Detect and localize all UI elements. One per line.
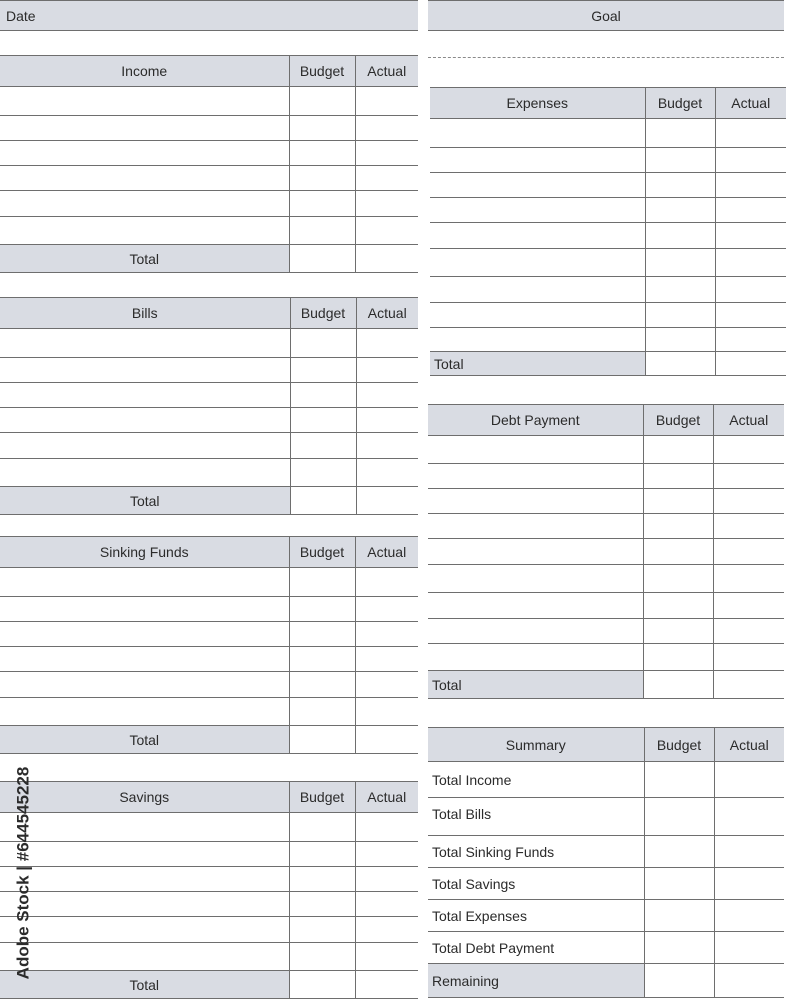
- summary-table: [428, 727, 784, 998]
- table-row[interactable]: [0, 459, 418, 487]
- table-row[interactable]: [0, 917, 418, 943]
- income-title: Income: [0, 56, 289, 87]
- savings-title: Savings: [0, 782, 289, 813]
- goal-field[interactable]: [428, 0, 784, 31]
- savings-budget-header: Budget: [289, 782, 355, 813]
- expenses-total-actual[interactable]: [715, 352, 786, 376]
- sinking-actual-header: Actual: [355, 537, 418, 568]
- table-row[interactable]: [428, 798, 784, 836]
- table-row[interactable]: [428, 644, 784, 671]
- savings-actual-header: Actual: [355, 782, 418, 813]
- table-row[interactable]: [0, 87, 418, 116]
- income-total-actual[interactable]: [355, 245, 418, 273]
- summary-total-expenses: Total Expenses: [428, 900, 644, 932]
- table-row[interactable]: [428, 900, 784, 932]
- summary-title: Summary: [428, 728, 644, 762]
- table-row[interactable]: [0, 383, 418, 408]
- table-row[interactable]: [0, 698, 418, 726]
- summary-total-income: Total Income: [428, 762, 644, 798]
- table-row[interactable]: [0, 842, 418, 867]
- summary-total-sinking-funds: Total Sinking Funds: [428, 836, 644, 868]
- summary-remaining: Remaining: [428, 964, 644, 998]
- table-row[interactable]: [0, 408, 418, 433]
- income-actual-header: Actual: [355, 56, 418, 87]
- table-row[interactable]: [430, 249, 786, 277]
- income-budget-header: Budget: [289, 56, 355, 87]
- savings-total-budget[interactable]: [289, 971, 355, 999]
- table-row[interactable]: [428, 514, 784, 539]
- table-row[interactable]: [0, 647, 418, 672]
- bills-total-actual[interactable]: [356, 487, 418, 515]
- table-row[interactable]: [0, 166, 418, 191]
- table-row[interactable]: [430, 148, 786, 173]
- stock-id-watermark: [10, 760, 36, 985]
- table-row[interactable]: [0, 329, 418, 358]
- table-row[interactable]: [0, 358, 418, 383]
- table-row[interactable]: [428, 464, 784, 489]
- table-row[interactable]: [428, 593, 784, 619]
- remaining-budget[interactable]: [644, 964, 714, 998]
- table-row[interactable]: [0, 568, 418, 597]
- debt-total-budget[interactable]: [643, 671, 713, 699]
- remaining-actual[interactable]: [714, 964, 784, 998]
- expenses-table: [430, 87, 786, 376]
- summary-total-bills: Total Bills: [428, 798, 644, 836]
- stock-id-text: Adobe Stock | #644545228: [13, 766, 32, 979]
- income-total-label: Total: [0, 245, 289, 273]
- sinking-funds-title: Sinking Funds: [0, 537, 289, 568]
- debt-total-label: Total: [428, 671, 643, 699]
- table-row[interactable]: [428, 762, 784, 798]
- table-row[interactable]: [428, 619, 784, 644]
- expenses-total-budget[interactable]: [645, 352, 715, 376]
- bills-actual-header: Actual: [356, 298, 418, 329]
- income-total-budget[interactable]: [289, 245, 355, 273]
- table-row[interactable]: [430, 303, 786, 328]
- goal-label: Goal: [591, 7, 621, 24]
- savings-total-label: Total: [0, 971, 289, 999]
- debt-payment-title: Debt Payment: [428, 405, 643, 436]
- table-row[interactable]: [428, 489, 784, 514]
- table-row[interactable]: [430, 198, 786, 223]
- table-row[interactable]: [0, 191, 418, 217]
- bills-total-budget[interactable]: [290, 487, 356, 515]
- table-row[interactable]: [428, 539, 784, 565]
- table-row[interactable]: [0, 217, 418, 245]
- table-row[interactable]: [0, 622, 418, 647]
- table-row[interactable]: [428, 836, 784, 868]
- savings-total-actual[interactable]: [355, 971, 418, 999]
- bills-table: [0, 297, 418, 515]
- bills-title: Bills: [0, 298, 290, 329]
- table-row[interactable]: [428, 565, 784, 593]
- table-row[interactable]: [0, 433, 418, 459]
- sinking-budget-header: Budget: [289, 537, 355, 568]
- summary-total-savings: Total Savings: [428, 868, 644, 900]
- expenses-budget-header: Budget: [645, 88, 715, 119]
- sinking-total-budget[interactable]: [289, 726, 355, 754]
- expenses-total-label: Total: [430, 352, 645, 376]
- sinking-total-actual[interactable]: [355, 726, 418, 754]
- debt-total-actual[interactable]: [713, 671, 784, 699]
- table-row[interactable]: [0, 892, 418, 917]
- bills-total-label: Total: [0, 487, 290, 515]
- table-row[interactable]: [0, 867, 418, 892]
- summary-total-debt-payment: Total Debt Payment: [428, 932, 644, 964]
- table-row[interactable]: [0, 597, 418, 622]
- expenses-actual-header: Actual: [715, 88, 786, 119]
- goal-dashed-line: [428, 57, 784, 58]
- date-label: Date: [6, 7, 36, 24]
- debt-budget-header: Budget: [643, 405, 713, 436]
- table-row[interactable]: [430, 328, 786, 352]
- table-row[interactable]: [0, 116, 418, 141]
- table-row[interactable]: [0, 813, 418, 842]
- savings-table: [0, 781, 418, 999]
- bills-budget-header: Budget: [290, 298, 356, 329]
- sinking-total-label: Total: [0, 726, 289, 754]
- table-row[interactable]: [430, 119, 786, 148]
- debt-actual-header: Actual: [713, 405, 784, 436]
- debt-payment-table: [428, 404, 784, 699]
- table-row[interactable]: [430, 277, 786, 303]
- expenses-title: Expenses: [430, 88, 645, 119]
- table-row[interactable]: [428, 868, 784, 900]
- summary-actual-header: Actual: [714, 728, 784, 762]
- table-row[interactable]: [0, 943, 418, 971]
- table-row[interactable]: [430, 173, 786, 198]
- table-row[interactable]: [0, 672, 418, 698]
- summary-budget-header: Budget: [644, 728, 714, 762]
- table-row[interactable]: [428, 436, 784, 464]
- table-row[interactable]: [0, 141, 418, 166]
- table-row[interactable]: [430, 223, 786, 249]
- sinking-funds-table: [0, 536, 418, 754]
- table-row[interactable]: [428, 932, 784, 964]
- income-table: [0, 55, 418, 273]
- date-field[interactable]: [0, 0, 418, 31]
